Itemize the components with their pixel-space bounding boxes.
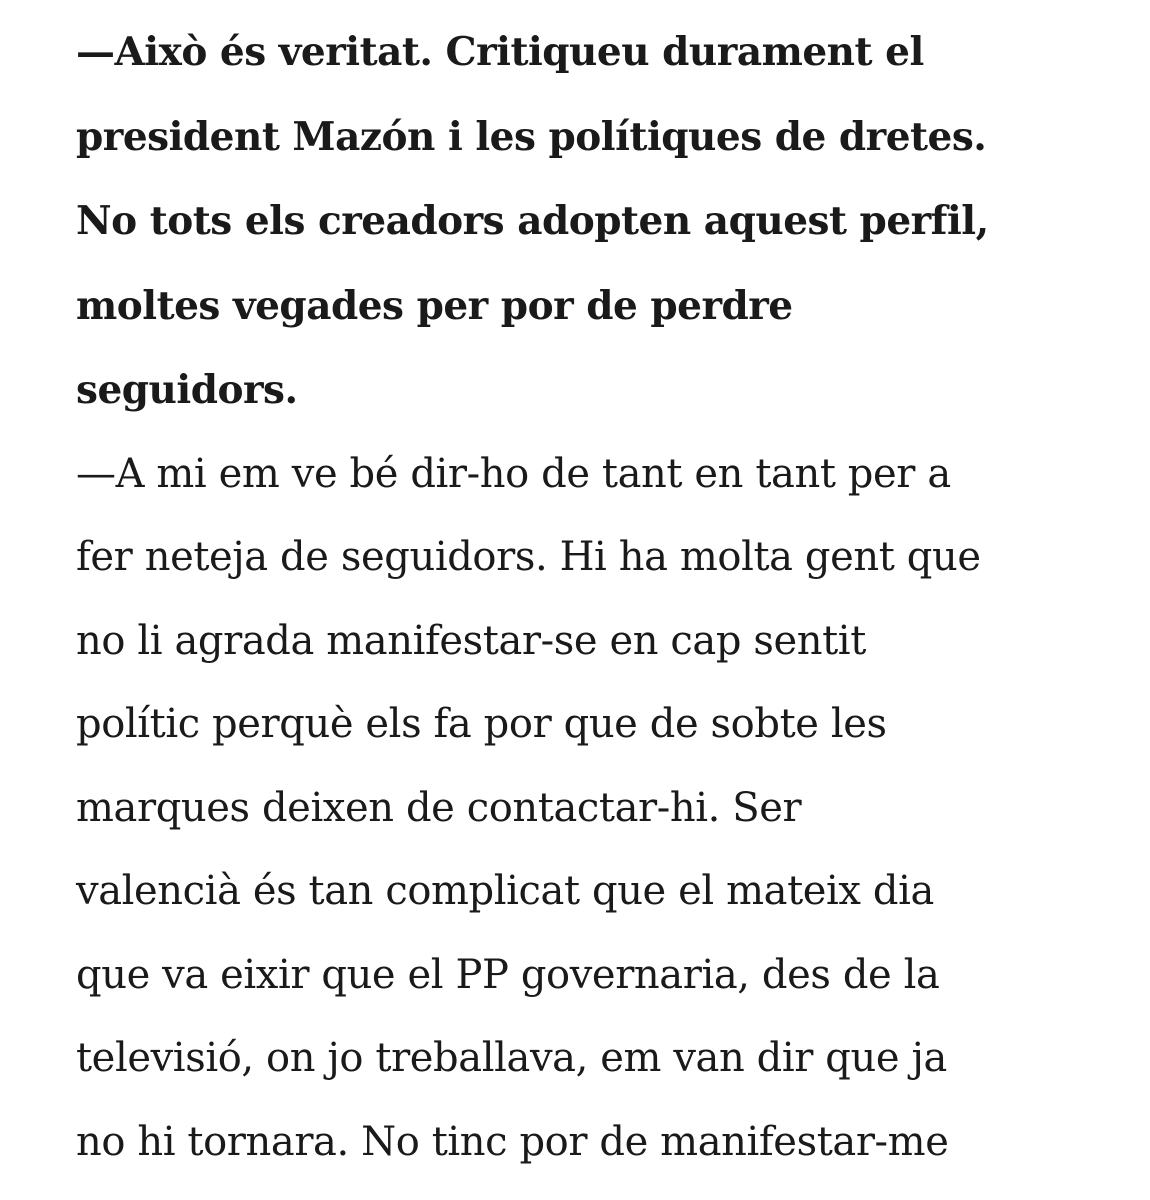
answer-line: polític perquè els fa por que de sobte les <box>76 701 887 747</box>
answer-line: no hi tornara. No tinc por de manifestar-me <box>76 1118 949 1165</box>
article-body <box>76 10 1126 1184</box>
interview-answer <box>76 433 1126 1185</box>
question-line: —Això és veritat. Critiqueu durament el <box>76 29 924 75</box>
question-line: seguidors. <box>76 367 298 413</box>
question-line: No tots els creadors adopten aquest perfil, <box>76 198 989 244</box>
answer-line: fer neteja de seguidors. Hi ha molta gent que <box>76 534 981 580</box>
question-line: moltes vegades per por de perdre <box>76 282 793 329</box>
answer-line: —A mi em ve bé dir-ho de tant en tant per a <box>76 450 951 497</box>
question-line: president Mazón i les polítiques de dretes. <box>76 113 987 160</box>
answer-line: que va eixir que el PP governaria, des de la <box>76 951 940 998</box>
answer-line: valencià és tan complicat que el mateix dia <box>76 868 934 914</box>
answer-line: televisió, on jo treballava, em van dir que ja <box>76 1035 947 1081</box>
answer-line: no li agrada manifestar-se en cap sentit <box>76 617 866 664</box>
interview-question <box>76 10 1126 433</box>
answer-line: marques deixen de contactar-hi. Ser <box>76 784 802 831</box>
